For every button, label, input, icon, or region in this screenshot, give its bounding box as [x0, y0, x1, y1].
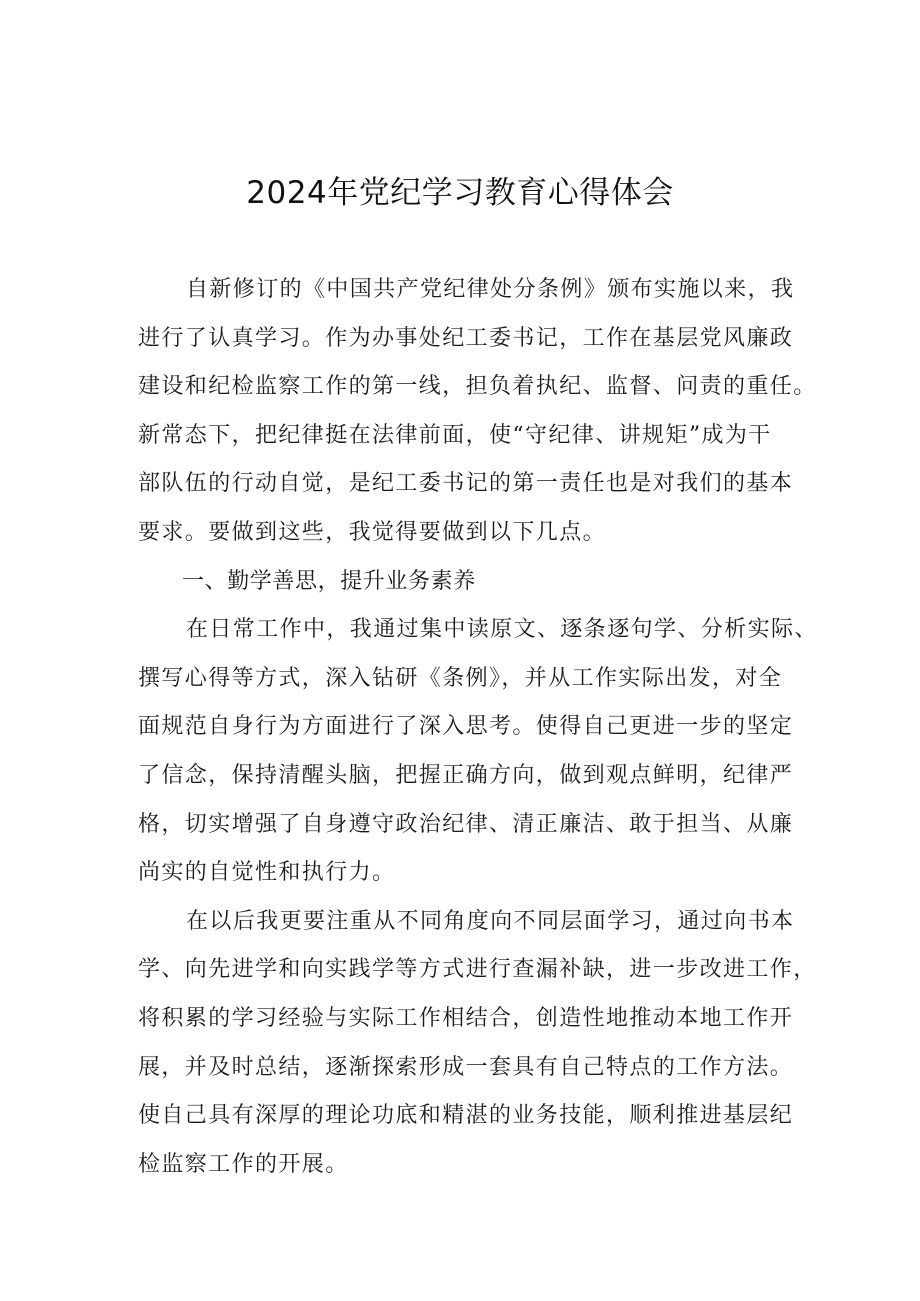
paragraph-future-study — [138, 898, 817, 1190]
paragraph-line: 在日常工作中，我通过集中读原文、逐条逐句学、分析实际、 — [186, 617, 818, 643]
paragraph-line: 自新修订的《中国共产党纪律处分条例》颁布实施以来，我 — [186, 277, 795, 302]
paragraph-line: 进行了认真学习。作为办事处纪工委书记，工作在基层党风廉政 — [138, 325, 794, 351]
paragraph-line: 在以后我更要注重从不同角度向不同层面学习，通过向书本 — [186, 908, 795, 934]
paragraph-line: 撰写心得等方式，深入钻研《条例》，并从工作实际出发，对全 — [138, 665, 783, 691]
paragraph-line: 检监察工作的开展。 — [138, 1151, 349, 1177]
document-title: 2024年党纪学习教育心得体会 — [246, 175, 674, 211]
paragraph-intro — [138, 266, 817, 558]
paragraph-line: 部队伍的行动自觉，是纪工委书记的第一责任也是对我们的基本 — [138, 471, 794, 497]
document-body — [138, 266, 818, 1189]
paragraph-line: 学、向先进学和向实践学等方式进行查漏补缺，进一步改进工作， — [138, 957, 817, 983]
paragraph-line: 尚实的自觉性和执行力。 — [138, 860, 396, 886]
paragraph-line: 展，并及时总结，逐渐探索形成一套具有自己特点的工作方法。 — [138, 1054, 794, 1080]
paragraph-line: 建设和纪检监察工作的第一线，担负着执纪、监督、问责的重任。 — [138, 374, 817, 400]
section-heading: 一、勤学善思，提升业务素养 — [182, 568, 476, 594]
paragraph-line: 使自己具有深厚的理论功底和精湛的业务技能，顺利推进基层纪 — [138, 1103, 794, 1129]
paragraph-line: 面规范自身行为方面进行了深入思考。使得自己更进一步的坚定 — [138, 714, 794, 740]
paragraph-line: 新常态下，把纪律挺在法律前面，使“守纪律、讲规矩”成为干 — [138, 422, 772, 448]
paragraph-line: 要求。要做到这些，我觉得要做到以下几点。 — [138, 519, 607, 545]
paragraph-daily-work — [138, 606, 818, 898]
paragraph-line: 将积累的学习经验与实际工作相结合，创造性地推动本地工作开 — [138, 1005, 794, 1031]
paragraph-line: 了信念，保持清醒头脑，把握正确方向，做到观点鲜明，纪律严 — [138, 762, 794, 788]
paragraph-line: 格，切实增强了自身遵守政治纪律、清正廉洁、敢于担当、从廉 — [138, 811, 794, 837]
